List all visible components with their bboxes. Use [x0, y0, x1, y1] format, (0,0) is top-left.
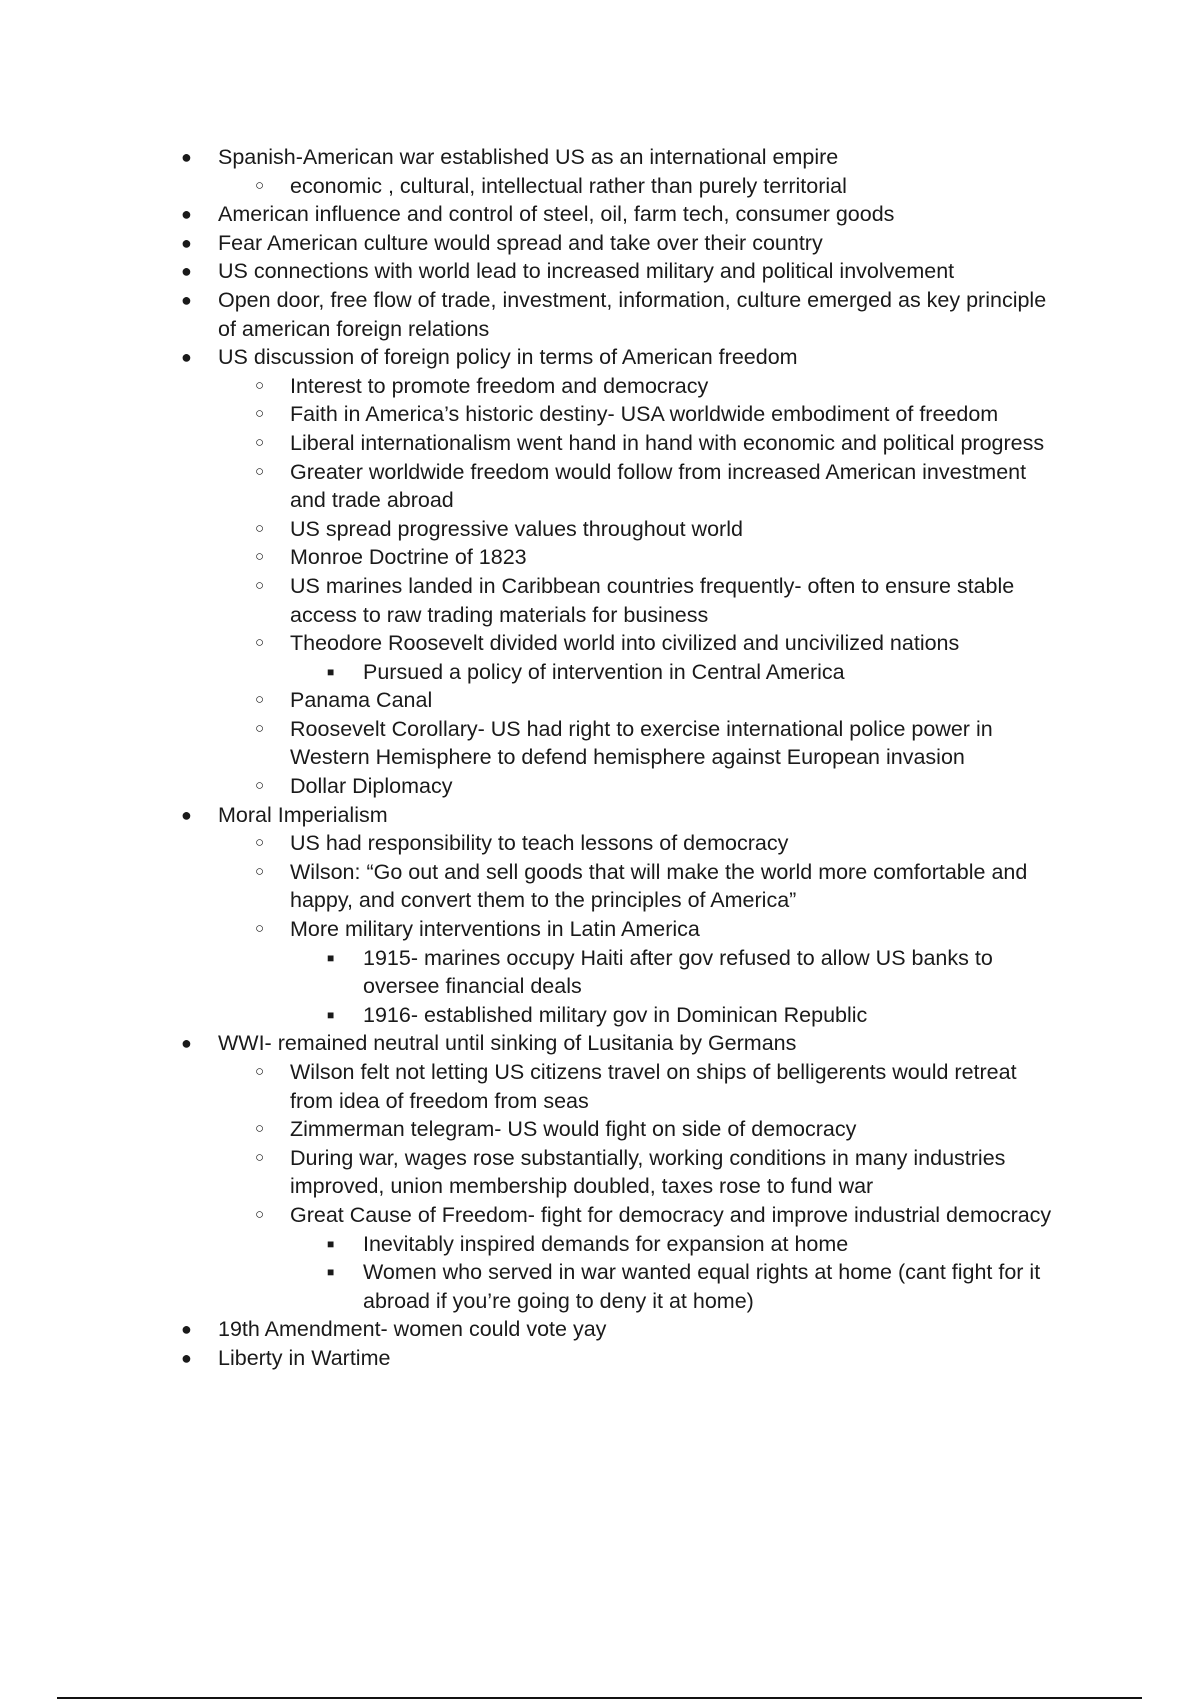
bottom-rule — [57, 1697, 1142, 1699]
bullet-disc-icon: ● — [181, 147, 192, 167]
list-item-continuation — [0, 1087, 1200, 1116]
list-item — [0, 343, 1200, 372]
bullet-square-icon: ■ — [327, 950, 335, 965]
list-item — [0, 1058, 1200, 1087]
bullet-square-icon: ■ — [327, 1236, 335, 1251]
list-item-text: oversee financial deals — [363, 974, 582, 999]
list-item — [0, 572, 1200, 601]
list-item-text: More military interventions in Latin America — [290, 917, 700, 942]
list-item-continuation — [0, 601, 1200, 630]
list-item — [0, 944, 1200, 973]
bullet-circle-icon: ○ — [255, 376, 265, 394]
list-item — [0, 1144, 1200, 1173]
list-item-text: Zimmerman telegram- US would fight on side of democracy — [290, 1117, 857, 1142]
bullet-circle-icon: ○ — [255, 719, 265, 737]
bullet-circle-icon: ○ — [255, 519, 265, 537]
bullet-circle-icon: ○ — [255, 576, 265, 594]
list-item-text: Theodore Roosevelt divided world into civilized and uncivilized nations — [290, 631, 960, 656]
bullet-circle-icon: ○ — [255, 433, 265, 451]
list-item — [0, 858, 1200, 887]
list-item — [0, 1001, 1200, 1030]
list-item-text: 19th Amendment- women could vote yay — [218, 1317, 607, 1342]
bullet-circle-icon: ○ — [255, 548, 265, 566]
list-item-text: Moral Imperialism — [218, 802, 388, 827]
list-item-text: abroad if you’re going to deny it at home) — [363, 1288, 754, 1313]
list-item-continuation — [0, 1287, 1200, 1316]
list-item — [0, 229, 1200, 258]
bullet-circle-icon: ○ — [255, 1205, 265, 1223]
list-item-text: Open door, free flow of trade, investment, information, culture emerged as key principle — [218, 287, 1047, 312]
list-item — [0, 1315, 1200, 1344]
list-item-text: Interest to promote freedom and democracy — [290, 373, 709, 398]
list-item-text: Pursued a policy of intervention in Central America — [363, 659, 845, 684]
list-item-text: Liberal internationalism went hand in hand with economic and political progress — [290, 430, 1045, 455]
list-item — [0, 829, 1200, 858]
list-item — [0, 543, 1200, 572]
list-item-text: of american foreign relations — [218, 316, 490, 341]
list-item-continuation — [0, 886, 1200, 915]
list-item-continuation — [0, 315, 1200, 344]
bullet-circle-icon: ○ — [255, 1063, 265, 1080]
list-item-text: Spanish-American war established US as an international empire — [218, 145, 839, 169]
list-item-continuation — [0, 743, 1200, 772]
bullet-circle-icon: ○ — [255, 691, 265, 709]
list-item — [0, 1344, 1200, 1373]
bullet-square-icon: ■ — [327, 664, 335, 679]
list-item-text: American influence and control of steel, oil, farm tech, consumer goods — [218, 202, 895, 227]
list-item-text: During war, wages rose substantially, working conditions in many industries — [290, 1145, 1006, 1170]
list-item-text: Liberty in Wartime — [218, 1345, 391, 1370]
list-item — [0, 257, 1200, 286]
list-item-text: US had responsibility to teach lessons of democracy — [290, 831, 789, 856]
list-item — [0, 143, 1200, 172]
list-item-text: Dollar Diplomacy — [290, 774, 453, 799]
bullet-circle-icon: ○ — [255, 834, 265, 852]
list-item-text: and trade abroad — [290, 488, 454, 513]
bullet-circle-icon: ○ — [255, 920, 265, 938]
list-item — [0, 629, 1200, 658]
list-item-text: improved, union membership doubled, taxes rose to fund war — [290, 1174, 874, 1199]
list-item — [0, 1201, 1200, 1230]
list-item-continuation — [0, 1172, 1200, 1201]
list-item — [0, 429, 1200, 458]
list-item — [0, 200, 1200, 229]
list-item-text: US connections with world lead to increased military and political involvement — [218, 259, 955, 284]
list-item — [0, 515, 1200, 544]
bullet-disc-icon: ● — [181, 1033, 192, 1054]
list-item-text: Panama Canal — [290, 688, 433, 713]
bullet-disc-icon: ● — [181, 204, 192, 225]
bullet-square-icon: ■ — [327, 1007, 335, 1022]
list-item-text: Wilson: “Go out and sell goods that will make the world more comfortable and — [290, 859, 1028, 884]
bullet-disc-icon: ● — [181, 347, 192, 368]
bullet-disc-icon: ● — [181, 261, 192, 282]
list-item — [0, 1115, 1200, 1144]
document-body — [0, 143, 1200, 1373]
bullet-square-icon: ■ — [327, 1265, 335, 1280]
list-item-text: Great Cause of Freedom- fight for democracy and improve industrial democracy — [290, 1202, 1052, 1227]
list-item-text: Greater worldwide freedom would follow from increased American investment — [290, 459, 1027, 484]
list-item-text: Fear American culture would spread and take over their country — [218, 230, 823, 255]
bullet-circle-icon: ○ — [255, 862, 265, 880]
bullet-circle-icon: ○ — [255, 777, 265, 795]
list-item — [0, 1029, 1200, 1058]
bullet-disc-icon: ● — [181, 1319, 192, 1340]
bullet-circle-icon: ○ — [255, 1120, 265, 1138]
bullet-circle-icon: ○ — [255, 176, 265, 194]
list-item-text: Western Hemisphere to defend hemisphere against European invasion — [290, 745, 965, 770]
list-item-continuation — [0, 972, 1200, 1001]
list-item — [0, 372, 1200, 401]
list-item — [0, 1230, 1200, 1259]
list-item — [0, 286, 1200, 315]
list-item — [0, 686, 1200, 715]
bullet-disc-icon: ● — [181, 804, 192, 825]
list-item-text: US marines landed in Caribbean countries frequently- often to ensure stable — [290, 573, 1015, 598]
list-item-text: Inevitably inspired demands for expansion at home — [363, 1231, 849, 1256]
list-item — [0, 801, 1200, 830]
list-item-text: Women who served in war wanted equal rights at home (cant fight for it — [363, 1260, 1041, 1285]
list-item — [0, 715, 1200, 744]
list-item-text: US spread progressive values throughout world — [290, 516, 743, 541]
bullet-circle-icon: ○ — [255, 1148, 265, 1166]
bullet-disc-icon: ● — [181, 1347, 192, 1368]
bullet-disc-icon: ● — [181, 232, 192, 253]
list-item-text: from idea of freedom from seas — [290, 1088, 589, 1113]
bullet-circle-icon: ○ — [255, 634, 265, 652]
list-item-text: US discussion of foreign policy in terms of American freedom — [218, 345, 798, 370]
list-item-text: WWI- remained neutral until sinking of Lusitania by Germans — [218, 1031, 797, 1056]
list-item — [0, 400, 1200, 429]
list-item — [0, 658, 1200, 687]
list-item — [0, 458, 1200, 487]
bullet-circle-icon: ○ — [255, 405, 265, 423]
list-item-text: economic , cultural, intellectual rather than purely territorial — [290, 173, 847, 198]
bullet-circle-icon: ○ — [255, 462, 265, 480]
list-item-text: Monroe Doctrine of 1823 — [290, 545, 527, 570]
list-item-text: happy, and convert them to the principles of America” — [290, 888, 797, 913]
list-item-continuation — [0, 486, 1200, 515]
bullet-disc-icon: ● — [181, 289, 192, 310]
list-item — [0, 172, 1200, 201]
list-item-text: 1915- marines occupy Haiti after gov refused to allow US banks to — [363, 945, 993, 970]
list-item — [0, 1258, 1200, 1287]
list-item-text: 1916- established military gov in Dominican Republic — [363, 1002, 868, 1027]
list-item-text: Faith in America’s historic destiny- USA worldwide embodiment of freedom — [290, 402, 999, 427]
list-item — [0, 915, 1200, 944]
list-item-text: access to raw trading materials for business — [290, 602, 709, 627]
list-item-text: Wilson felt not letting US citizens travel on ships of belligerents would retreat — [290, 1060, 1017, 1084]
list-item — [0, 772, 1200, 801]
list-item-text: Roosevelt Corollary- US had right to exercise international police power in — [290, 716, 993, 741]
